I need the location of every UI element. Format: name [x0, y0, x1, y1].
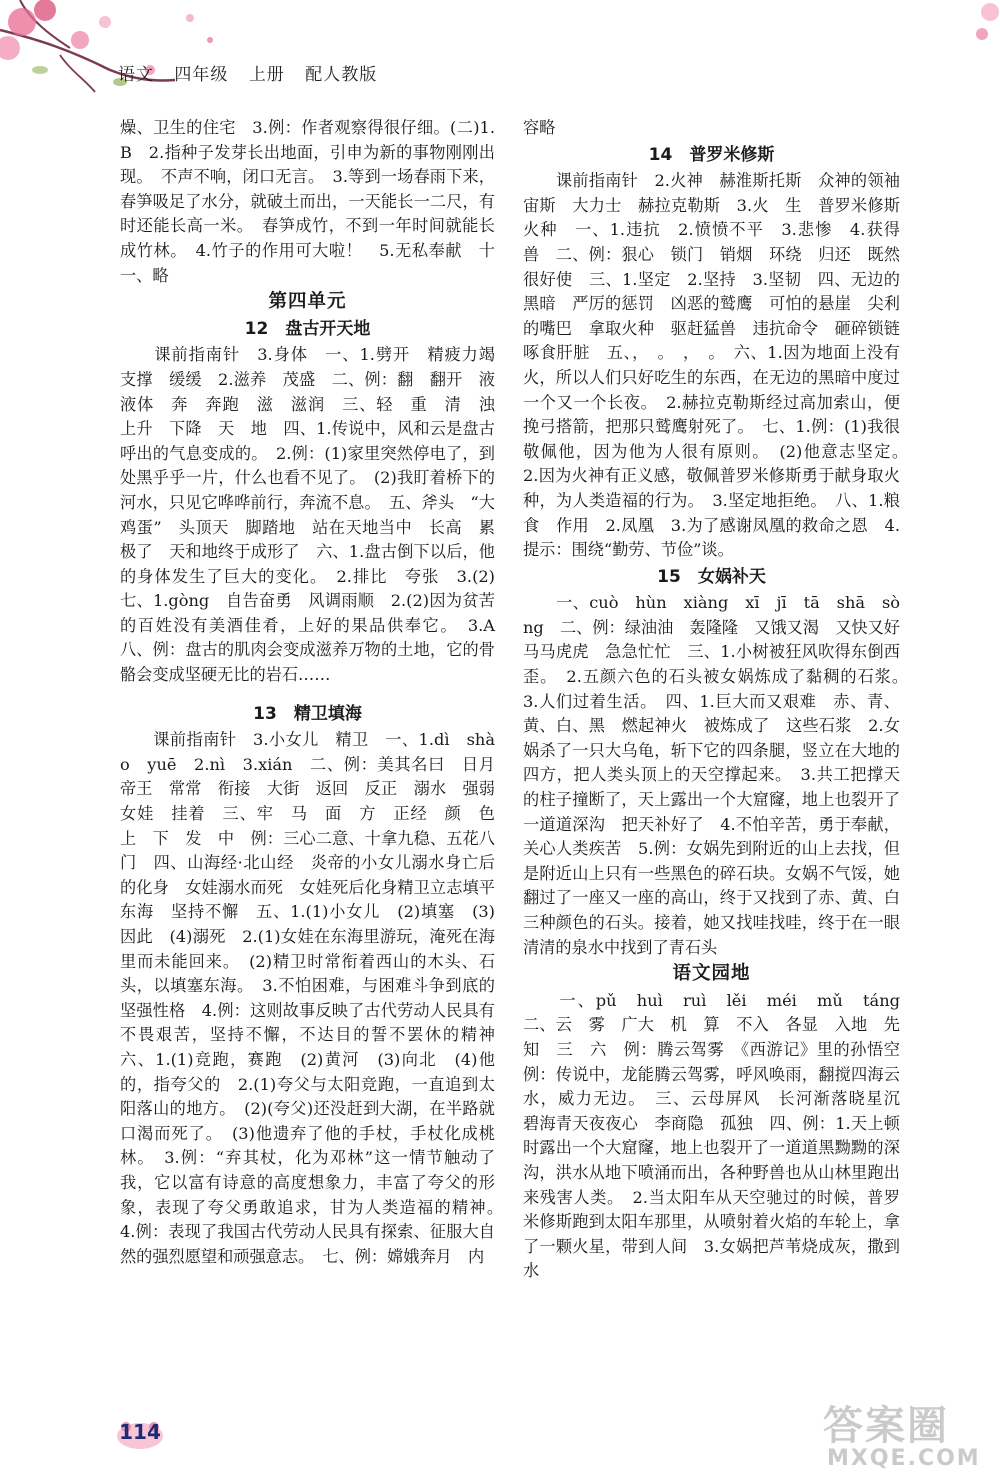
answer-paragraph: 一、cuò hùn xiàng xī jī tā shā sòng 二、例：绿油油 轰隆隆 又饿又渴 又快又好 马马虎虎 急急忙忙 三、1.小树被狂风吹得东倒西歪。 2.五颜六色的石头被女娲炼成了黏稠的石浆。 3.人们过着生活。 四、1.巨大而又艰难 赤、青、黄、白、黑 燃起神火 被炼成了 这些石浆 2.女娲杀了一只大乌龟，斩下它的四条腿，竖立在大地的四方，把人类头顶上的天空撑起来。 3.共工把撑天的柱子撞断了，天上露出一个大窟窿，地上也裂开了一道道深沟 把天补好了 4.不怕辛苦，勇于奉献，关心人类疾苦 5.例：女娲先到附近的山上去找，但是附近山上只有一些黑色的碎石块。女娲不气馁，她翻过了一座又一座的高山，终于又找到了赤、黄、白三种颜色的石头。接着，她又找哇找哇，终于在一眼清清的泉水中找到了青石头 — [523, 593, 917, 957]
section-heading: 语文园地 — [672, 963, 751, 985]
blossom-edge-icon — [960, 0, 1000, 95]
page-number: 114 — [119, 1420, 161, 1444]
answer-paragraph: 课前指南针 3.身体 一、1.劈开 精疲力竭 支撑 缓缓 2.滋养 茂盛 二、例：翻 翻开 液 液体 奔 奔跑 滋 滋润 三、轻 重 清 浊 上升 下降 天 地 四、1.传说中，风和云是盘古呼出的气息变成的。 2.例：(1)家里突然停电了，到处黑乎乎一片，什么也看不见了。 (2)我盯着桥下的河水，只见它哗哗前行，奔流不息。 五、斧头 “大鸡蛋” 头顶天 脚踏地 站在天地当中 长高 累极了 天和地终于成形了 六、1.盘古倒下以后，他的身体发生了巨大的变化。 2.排比 夸张 3.(2) 七、1.gòng 自告奋勇 风调雨顺 2.(2)因为贫苦的百姓没有美酒佳肴，上好的果品供奉它。 3.A 八、例：盘古的肌肉会变成滋养万物的土地，它的骨骼会变成坚硬无比的岩石…… — [120, 345, 512, 685]
watermark-url: MXQE.COM — [827, 1446, 981, 1471]
right-column — [523, 116, 917, 1284]
page-header — [118, 60, 391, 85]
lesson-title: 13 精卫填海 — [253, 703, 362, 724]
answer-paragraph: 课前指南针 3.小女儿 精卫 一、1.dì shào yuē 2.nì 3.xián 二、例：美其名曰 日月 帝王 常常 衔接 大街 返回 反正 溺水 强弱 女娃 挂着 三、牢 马 面 方 正经 颜 色 上 下 发 中 例：三心二意、十拿九稳、五花八门 四、山海经·北山经 炎帝的小女儿溺水身亡后的化身 女娃溺水而死 女娃死后化身精卫立志填平东海 坚持不懈 五、1.(1)小女儿 (2)填塞 (3)因此 (4)溺死 2.(1)女娃在东海里游玩，淹死在海里而未能回来。 (2)精卫时常衔着西山的木头、石头，以填塞东海。 3.不怕困难，与困难斗争到底的坚强性格 4.例：这则故事反映了古代劳动人民具有不畏艰苦，坚持不懈，不达目的誓不罢休的精神 六、1.(1)竞跑，赛跑 (2)黄河 (3)向北 (4)他的，指夸父的 2.(1)夸父与太阳竞跑，一直追到太阳落山的地方。 (2)(夸父)还没赶到大湖，在半路就口渴而死了。 (3)他遗弃了他的手杖，手杖化成桃林。 3.例：“弃其杖，化为邓林”这一情节触动了我，它以富有诗意的高度想象力，丰富了夸父的形象，表现了夸父勇敢追求，甘为人类造福的精神。 4.例：表现了我国古代劳动人民具有探索、征服大自然的强烈愿望和顽强意志。 七、例：嫦娥奔月 内 — [120, 730, 512, 1266]
header-subject: 语文 — [118, 65, 154, 85]
answer-paragraph: 一、pǔ huì ruì lěi méi mǔ táng 二、云 雾 广大 机 算 不入 各显 入地 先知 三 六 例：腾云驾雾 《西游记》里的孙悟空 例：传说中，龙能腾云驾雾，呼风唤雨，翻搅四海云水，威力无边。 三、云母屏风 长河渐落晓星沉 碧海青天夜夜心 李商隐 孤独 四、例：1.天上顿时露出一个大窟窿，地上也裂开了一道道黑黝黝的深沟，洪水从地下喷涌而出，各种野兽也从山林里跑出来残害人类。 2.当太阳车从天空驰过的时候，普罗米修斯跑到太阳车那里，从喷射着火焰的车轮上，拿了一颗火星，带到人间 3.女娲把芦苇烧成灰，撒到水 — [523, 990, 917, 1281]
left-column — [120, 116, 512, 1269]
answer-paragraph: 课前指南针 2.火神 赫淮斯托斯 众神的领袖 宙斯 大力士 赫拉克勒斯 3.火 生 普罗米修斯 火种 一、1.违抗 2.愤愤不平 3.悲惨 4.获得 兽 二、例：狠心 锁门 销烟 环绕 归还 既然 很好使 三、1.坚定 2.坚持 3.坚韧 四、无边的黑暗 严厉的惩罚 凶恶的鹫鹰 可怕的悬崖 尖利的嘴巴 拿取火种 驱赶猛兽 违抗命令 砸碎锁链 啄食肝脏 五、， 。 ， 。 六、1.因为地面上没有火，所以人们只好吃生的东西，在无边的黑暗中度过一个又一个长夜。 2.赫拉克勒斯经过高加索山，便挽弓搭箭，把那只鹫鹰射死了。 七、1.例：(1)我很敬佩他，因为他为人很有原则。 (2)他意志坚定。 2.因为火神有正义感，敬佩普罗米修斯勇于献身取火种，为人类造福的行为。 3.坚定地拒绝。 八、1.粮食 作用 2.凤凰 3.为了感谢凤凰的救命之恩 4.提示：围绕“勤劳、节俭”谈。 — [523, 171, 917, 560]
lesson-title: 15 女娲补天 — [657, 566, 766, 587]
unit-heading: 第四单元 — [268, 291, 347, 313]
header-edition: 配人教版 — [305, 65, 378, 85]
watermark-logo: 答案圈 — [823, 1403, 949, 1449]
answer-paragraph: 燥、卫生的住宅 3.例：作者观察得很仔细。(二)1.B 2.指种子发芽长出地面，引申为新的事物刚刚出现。 不声不响，闭口无言。 3.等到一场春雨下来，春笋吸足了水分，就破土而出，一天能长一二尺，有时还能长高一米。 春笋成竹，不到一年时间就能长成竹林。 4.竹子的作用可大啦！ 5.无私奉献 十一、略 — [120, 118, 495, 285]
header-grade: 四年级 — [174, 65, 229, 85]
site-watermark — [813, 1392, 988, 1477]
header-volume: 上册 — [248, 65, 285, 85]
answer-paragraph: 容略 — [523, 118, 556, 137]
lesson-title: 12 盘古开天地 — [244, 318, 371, 339]
page-number-badge — [116, 1418, 164, 1450]
lesson-title: 14 普罗米修斯 — [648, 144, 775, 165]
